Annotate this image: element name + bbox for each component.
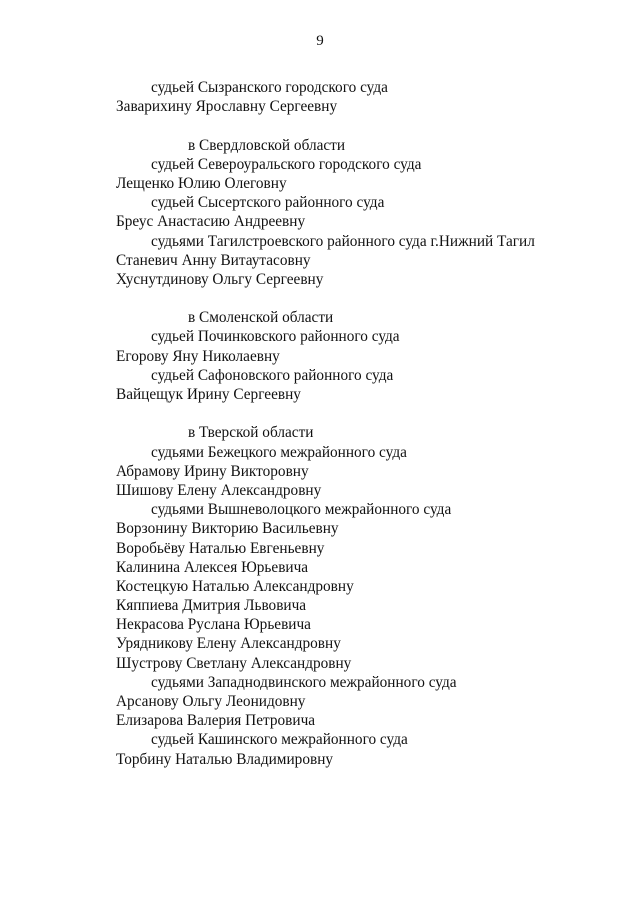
court-line: судьей Сафоновского районного суда [151, 366, 394, 384]
person-name: Хуснутдинову Ольгу Сергеевну [116, 270, 324, 288]
court-line: судьями Западнодвинского межрайонного суда [151, 673, 457, 691]
person-name: Станевич Анну Витаутасовну [116, 251, 311, 269]
region-heading: в Смоленской области [188, 309, 334, 327]
section-spacer [116, 289, 616, 308]
section-spacer [116, 116, 616, 135]
person-name: Шишову Елену Александровну [116, 481, 322, 499]
person-name: Елизарова Валерия Петровича [116, 712, 316, 730]
person-name: Абрамову Ирину Викторовну [116, 462, 309, 480]
person-name: Некрасова Руслана Юрьевича [116, 616, 311, 634]
person-name: Бреус Анастасию Андреевну [116, 213, 306, 231]
court-line: судьями Вышневолоцкого межрайонного суда [151, 501, 452, 519]
person-name: Вайцещук Ирину Сергеевну [116, 386, 301, 403]
page-number: 9 [316, 33, 324, 49]
region-heading: в Свердловской области [188, 136, 346, 154]
court-line: судьями Тагилстроевского районного суда г.Нижний Тагил [151, 232, 535, 250]
section-spacer [116, 404, 616, 423]
person-name: Костецкую Наталью Александровну [116, 577, 354, 595]
person-name: Калинина Алексея Юрьевича [116, 558, 309, 576]
court-line: судьей Сысертского районного суда [151, 194, 385, 212]
court-line: судьей Сызранского городского суда [151, 79, 388, 96]
court-line: судьей Починковского районного суда [151, 328, 400, 346]
person-name: Егорову Яну Николаевну [116, 347, 280, 365]
person-name: Воробьёву Наталью Евгеньевну [116, 539, 325, 557]
person-name: Лещенко Юлию Олеговну [116, 174, 287, 192]
person-name: Ворзонину Викторию Васильевну [116, 520, 339, 538]
court-line: судьей Североуральского городского суда [151, 155, 422, 173]
person-name: Урядникову Елену Александровну [116, 635, 341, 653]
person-name: Торбину Наталью Владимировну [116, 750, 334, 768]
person-name: Кяппиева Дмитрия Львовича [116, 597, 307, 615]
court-line: судьями Бежецкого межрайонного суда [151, 443, 407, 461]
person-name: Арсанову Ольгу Леонидовну [116, 693, 306, 710]
region-heading: в Тверской области [188, 424, 314, 442]
appointment-list [116, 78, 616, 769]
court-line: судьей Кашинского межрайонного суда [151, 731, 408, 749]
person-name: Заварихину Ярославну Сергеевну [116, 98, 338, 116]
person-name: Шустрову Светлану Александровну [116, 654, 352, 672]
